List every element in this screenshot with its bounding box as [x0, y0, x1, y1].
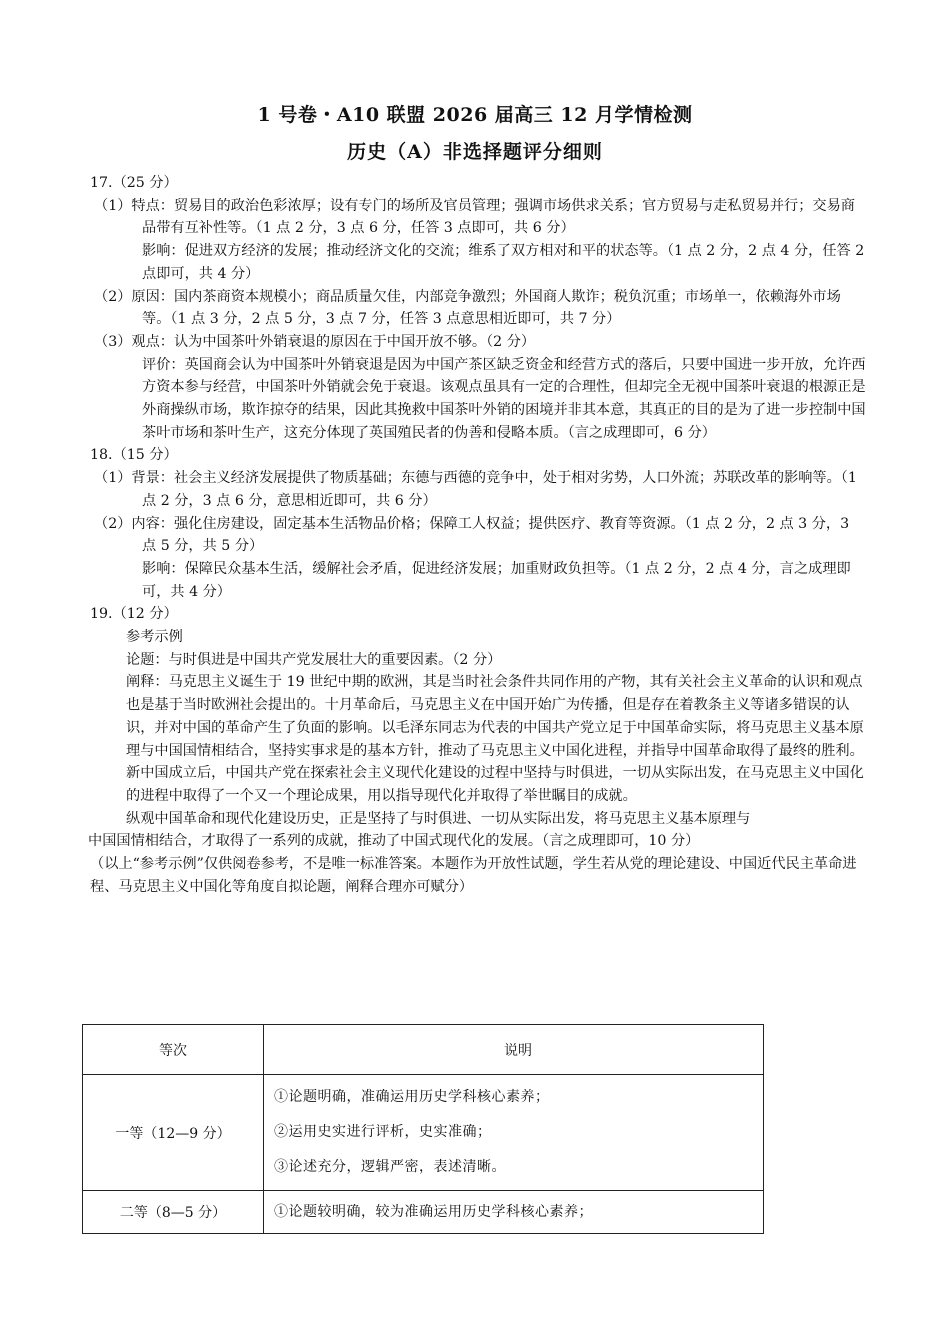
q19-thesis: 论题：与时俱进是中国共产党发展壮大的重要因素。（2 分） — [126, 651, 502, 668]
q17-part3-evaluation: 评价：英国商会认为中国茶叶外销衰退是因为中国产茶区缺乏资金和经营方式的落后，只要中国进一步开放，允许西方资本参与经营，中国茶叶外销就会免于衰退。该观点虽具有一定的合理性，但却完全无视中国茶叶衰退的根源正是外商操纵市场，欺诈掠夺的结果，因此其挽救中国茶叶外销的困境并非其本意，其真正的目的是为了进一步控制中国茶叶市场和茶叶生产，这充分体现了英国殖民者的伪善和侵略本质。（言之成理即可，6 分） — [142, 356, 866, 441]
exam-title: 1 号卷・A10 联盟 2026 届高三 12 月学情检测 — [257, 104, 693, 126]
answer-content — [90, 172, 866, 899]
criterion: ②运用史实进行评析，史实准确； — [274, 1124, 492, 1140]
grade-level: 一等（12—9 分） — [83, 1075, 264, 1191]
table-row — [83, 1191, 764, 1234]
criterion: ①论题较明确，较为准确运用历史学科核心素养； — [274, 1203, 593, 1220]
q17-label: 17.（25 分） — [90, 175, 178, 191]
q19-note: （以上“参考示例”仅供阅卷参考，不是唯一标准答案。本题作为开放性试题，学生若从党的理论建设、中国近代民主革命进程、马克思主义中国化等角度自拟论题，阐释合理亦可赋分） — [90, 856, 857, 895]
q19-summary-line1: 纵观中国革命和现代化建设历史，正是坚持了与时俱进、一切从实际出发，将马克思主义基本原理与 — [126, 810, 751, 827]
table-row — [83, 1075, 764, 1191]
q19-explanation: 阐释：马克思主义诞生于 19 世纪中期的欧洲，其是当时社会条件共同作用的产物，其有关社会主义革命的认识和观点也是基于当时欧洲社会提出的。十月革命后，马克思主义在中国开始广为传播，但是存在着教条主义等诸多错误的认识，并对中国的革命产生了负面的影响。以毛泽东同志为代表的中国共产党立足于中国革命实际，将马克思主义基本原理与中国国情相结合，坚持实事求是的基本方针，推动了马克思主义中国化进程，并指导中国革命取得了最终的胜利。新中国成立后，中国共产党在探索社会主义现代化建设的过程中坚持与时俱进，一切从实际出发，在马克思主义中国化的进程中取得了一个又一个理论成果，用以指导现代化并取得了举世瞩目的成就。 — [126, 674, 864, 804]
q19-reference-label: 参考示例 — [126, 629, 183, 646]
q18-part2-content: （2）内容：强化住房建设，固定基本生活物品价格；保障工人权益；提供医疗、教育等资源。（1 点 2 分，2 点 3 分，3 点 5 分，共 5 分） — [94, 515, 850, 555]
exam-subtitle: 历史（A）非选择题评分细则 — [347, 141, 603, 163]
q19-summary-line2: 中国国情相结合，才取得了一系列的成就，推动了中国式现代化的发展。（言之成理即可，10 分） — [88, 833, 700, 850]
q19-label: 19.（12 分） — [90, 606, 178, 623]
q17-part1-impact: 影响：促进双方经济的发展；推动经济文化的交流；维系了双方相对和平的状态等。（1 点 2 分，2 点 4 分，任答 2 点即可，共 4 分） — [142, 243, 865, 282]
grading-table — [82, 1024, 764, 1234]
criterion: ③论述充分，逻辑严密，表述清晰。 — [274, 1159, 506, 1175]
q18-part2-impact: 影响：保障民众基本生活，缓解社会矛盾，促进经济发展；加重财政负担等。（1 点 2 分，2 点 4 分，言之成理即可，共 4 分） — [142, 560, 851, 600]
description-column-header: 说明 — [264, 1025, 764, 1075]
grade-criteria — [264, 1075, 764, 1191]
q17-part1-features: （1）特点：贸易目的政治色彩浓厚；设有专门的场所及官员管理；强调市场供求关系；官方贸易与走私贸易并行；交易商品带有互补性等。（1 点 2 分，3 点 6 分，任答 3 点即可，共 6 分） — [94, 197, 855, 237]
q17-part2-reasons: （2）原因：国内茶商资本规模小；商品质量欠佳，内部竞争激烈；外国商人欺诈；税负沉重；市场单一，依赖海外市场等。（1 点 3 分，2 点 5 分，3 点 7 分，任答 3 点意思相近即可，共 7 分） — [94, 288, 841, 328]
grade-column-header: 等次 — [83, 1025, 264, 1075]
grade-criteria — [264, 1191, 764, 1234]
grade-level: 二等（8—5 分） — [83, 1191, 264, 1234]
q18-label: 18.（15 分） — [90, 447, 178, 464]
q18-part1-background: （1）背景：社会主义经济发展提供了物质基础；东德与西德的竞争中，处于相对劣势，人口外流；苏联改革的影响等。（1 点 2 分，3 点 6 分，意思相近即可，共 6 分） — [94, 470, 857, 509]
q17-part3-view: （3）观点：认为中国茶叶外销衰退的原因在于中国开放不够。（2 分） — [94, 333, 536, 350]
grading-table-header — [83, 1025, 764, 1075]
criterion: ①论题明确，准确运用历史学科核心素养； — [274, 1089, 550, 1105]
